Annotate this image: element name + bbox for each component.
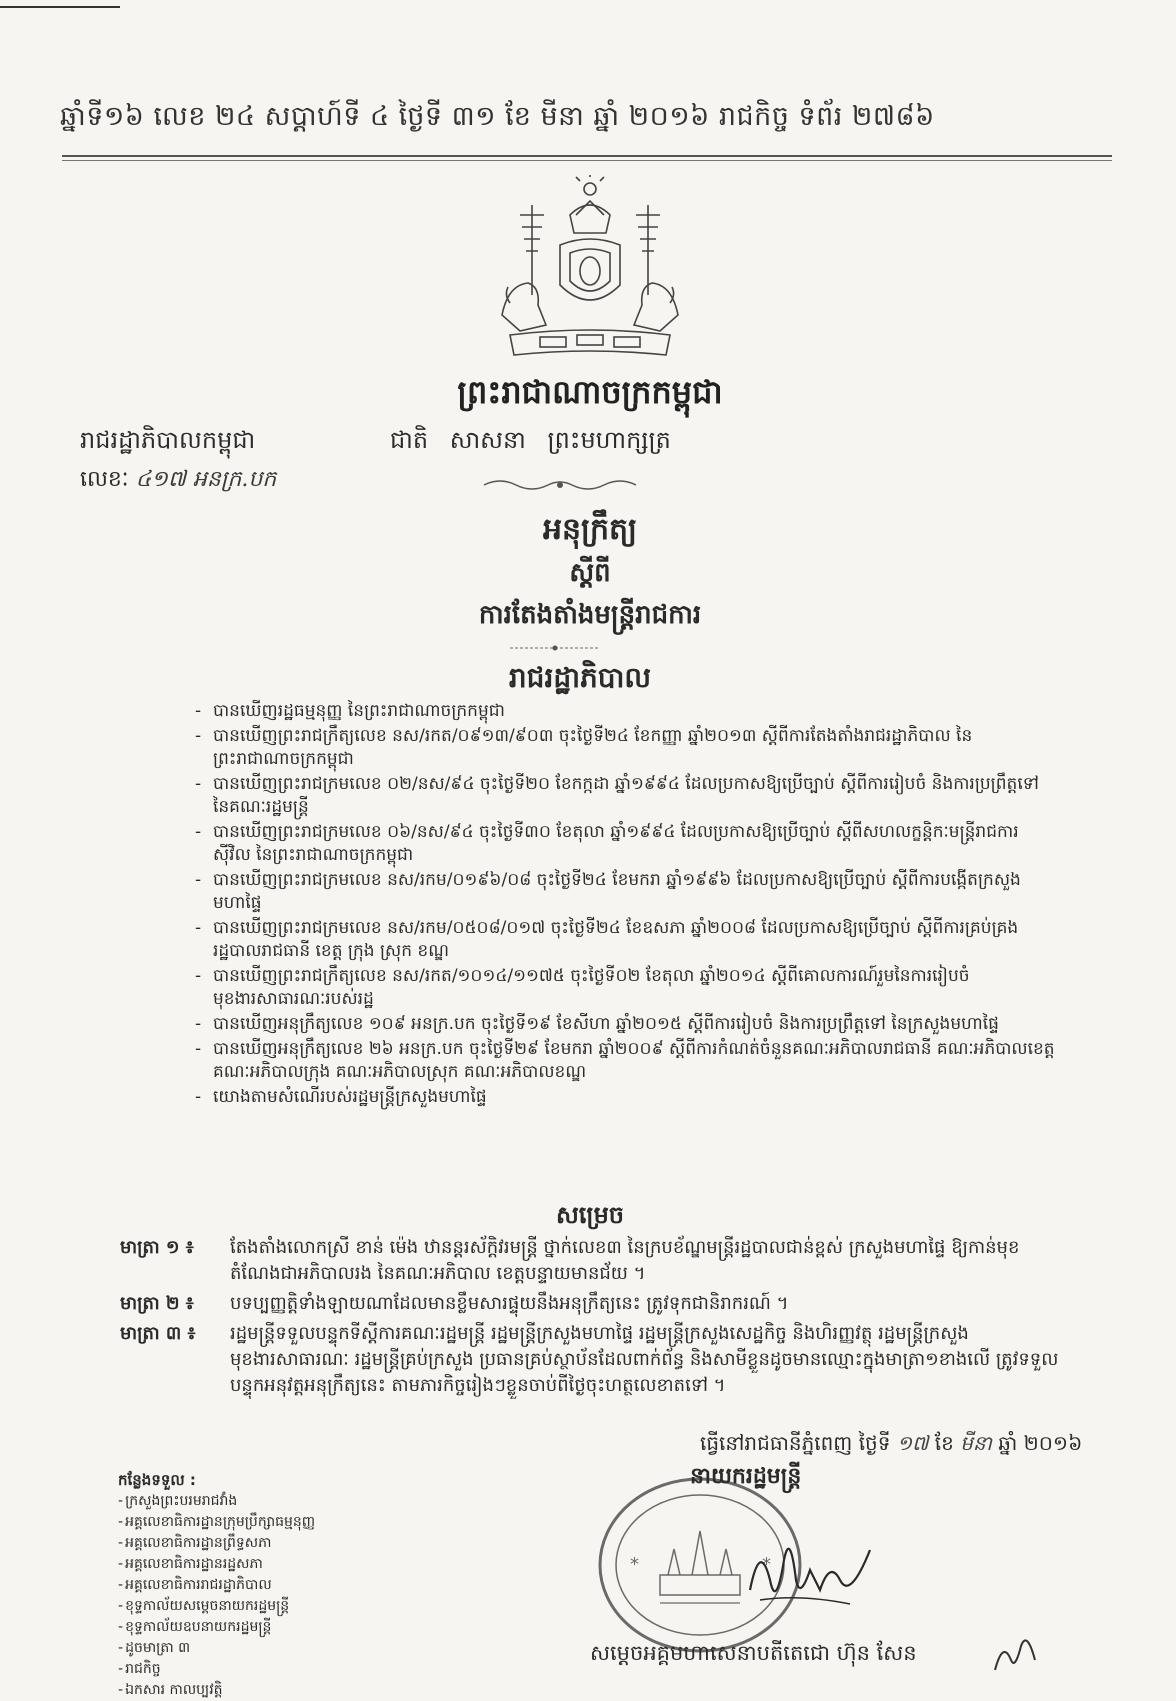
date-year: ឆ្នាំ ២០១៦ [998,1431,1083,1455]
recital-item: - បានឃើញព្រះរាជក្រមលេខ នស/រកម/០១៩៦/០៨ ចុះថ្ងៃទី២៤ ខែមករា ឆ្នាំ១៩៩៦ ដែលប្រកាសឱ្យប្រើច្បាប់ ស្តីពីការបង្កើតក្រសួងមហាផ្ទៃ [195,869,1055,915]
distribution-item: - ឯកសារ កាលប្បវត្តិ [118,1680,448,1701]
distribution-item: - អគ្គលេខាធិការដ្ឋានក្រុមប្រឹក្សាធម្មនុញ្ញ [118,1512,448,1533]
national-motto: ជាតិ សាសនា ព្រះមហាក្សត្រ [390,426,671,454]
distribution-item: - ខុទ្ទកាល័យសម្តេចនាយករដ្ឋមន្ត្រី [118,1596,448,1617]
article-label: មាត្រា ២ ៖ [120,1293,194,1314]
document-type: អនុក្រឹត្យ [542,512,638,547]
decorative-ornament [480,475,640,495]
svg-text:*: * [762,1554,771,1575]
distribution-item: - ដូចមាត្រា ៣ [118,1638,448,1659]
article-text: រដ្ឋមន្ត្រីទទួលបន្ទុកទីស្តីការគណៈរដ្ឋមន្ត្រី រដ្ឋមន្ត្រីក្រសួងមហាផ្ទៃ រដ្ឋមន្ត្រីក្រសួងសេដ្ឋកិច្ច និងហិរញ្ញវត្ថុ រដ្ឋមន្ត្រីក្រសួងមុខងារសាធារណៈ រដ្ឋមន្ត្រីគ្រប់ក្រសួង ប្រធានគ្រប់ស្ថាប័នដែលពាក់ព័ន្ធ និងសាមីខ្លួនដូចមានឈ្មោះក្នុងមាត្រា១ខាងលើ ត្រូវទទួលបន្ទុកអនុវត្តអនុក្រឹត្យនេះ តាមភារកិច្ចរៀងៗខ្លួនចាប់ពីថ្ងៃចុះហត្ថលេខាតទៅ ។ [230,1323,1059,1396]
article-text: បទប្បញ្ញត្តិទាំងឡាយណាដែលមានខ្លឹមសារផ្ទុយនឹងអនុក្រឹត្យនេះ ត្រូវទុកជានិរាករណ៍ ។ [230,1293,789,1314]
kingdom-title: ព្រះរាជាណាចក្រកម្ពុជា [457,373,723,411]
date-month: មីនា [960,1431,992,1455]
royal-emblem [480,175,700,365]
top-rule [0,6,120,8]
recital-item: - បានឃើញរដ្ឋធម្មនុញ្ញ នៃព្រះរាជាណាចក្រកម្ពុជា [195,700,1055,723]
article-text: តែងតាំងលោកស្រី ខាន់ ម៉េង ឋានន្តរស័ក្តិវរមន្ត្រី ថ្នាក់លេខ៣ នៃក្របខ័ណ្ឌមន្ត្រីរដ្ឋបាលជាន់ខ្ពស់ ក្រសួងមហាផ្ទៃ ឱ្យកាន់មុខតំណែងជាអភិបាលរង នៃគណៈអភិបាល ខេត្តបន្ទាយមានជ័យ ។ [230,1237,1020,1284]
article-label: មាត្រា ១ ៖ [120,1237,194,1258]
distribution-item: - អគ្គលេខាធិការដ្ឋានព្រឹទ្ធសភា [118,1533,448,1554]
article-label: មាត្រា ៣ ៖ [120,1323,196,1344]
recital-item: - បានឃើញព្រះរាជក្រមលេខ ០៦/នស/៩៤ ចុះថ្ងៃទី៣០ ខែតុលា ឆ្នាំ១៩៩៤ ដែលប្រកាសឱ្យប្រើច្បាប់ ស្តីពីសហលក្ខន្តិកៈមន្ត្រីរាជការស៊ីវិល នៃព្រះរាជាណាចក្រកម្ពុជា [195,821,1055,867]
document-concerning: ស្តីពី [569,558,611,588]
article-1 [120,1235,1060,1287]
date-day: ១៧ [896,1431,929,1455]
gazette-header: ឆ្នាំទី១៦ លេខ ២៤ សប្តាហ៍ទី ៤ ថ្ងៃទី ៣១ ខែ មីនា ឆ្នាំ ២០១៦ រាជកិច្ច ទំព័រ ២៧៨៦ [60,101,935,132]
recital-item: - បានឃើញព្រះរាជក្រឹត្យលេខ នស/រកត/០៩១៣/៩០៣ ចុះថ្ងៃទី២៤ ខែកញ្ញា ឆ្នាំ២០១៣ ស្តីពីការតែងតាំងរាជរដ្ឋាភិបាល នៃព្រះរាជាណាចក្រកម្ពុជា [195,725,1055,771]
issuing-government: រាជរដ្ឋាភិបាលកម្ពុជា [80,426,256,454]
recital-item: - បានឃើញអនុក្រឹត្យលេខ ១០៩ អនក្រ.បក ចុះថ្ងៃទី១៩ ខែសីហា ឆ្នាំ២០១៥ ស្តីពីការរៀបចំ និងការប្រព្រឹត្តទៅ នៃក្រសួងមហាផ្ទៃ [195,1013,1055,1036]
svg-text:*: * [630,1554,639,1575]
distribution-item: - អគ្គលេខាធិការដ្ឋានរដ្ឋសភា [118,1554,448,1575]
distribution-list [118,1470,448,1701]
distribution-item: - ក្រសួងព្រះបរមរាជវាំង [118,1491,448,1512]
issuing-authority: រាជរដ្ឋាភិបាល [508,661,652,694]
reference-label: លេខៈ [80,467,129,492]
signatory-name: សម្តេចអគ្គមហាសេនាបតីតេជោ ហ៊ុន សែន [590,1641,917,1665]
recital-item: - យោងតាមសំណើរបស់រដ្ឋមន្ត្រីក្រសួងមហាផ្ទៃ [195,1086,1055,1109]
articles [120,1235,1060,1403]
header-rule [62,155,1112,161]
distribution-item: - រាជកិច្ច [118,1659,448,1680]
article-3 [120,1321,1060,1399]
recitals-list [195,700,1055,1111]
distribution-item: - អគ្គលេខាធិការរាជរដ្ឋាភិបាល [118,1575,448,1596]
article-2 [120,1291,1060,1317]
initials-mark [985,1620,1045,1674]
small-ornament [510,643,600,653]
date-prefix: ធ្វើនៅរាជធានីភ្នំពេញ ថ្ងៃទី [700,1431,891,1455]
handwritten-signature [740,1520,880,1620]
date-month-label: ខែ [934,1431,954,1455]
document-subject: ការតែងតាំងមន្ត្រីរាជការ [478,600,702,630]
decision-heading: សម្រេច [555,1201,625,1229]
distribution-title: កន្លែងទទួល : [118,1471,196,1489]
recital-item: - បានឃើញព្រះរាជក្រមលេខ ០២/នស/៩៤ ចុះថ្ងៃទី២០ ខែកក្កដា ឆ្នាំ១៩៩៤ ដែលប្រកាសឱ្យប្រើច្បាប់ ស្តីពីការរៀបចំ និងការប្រព្រឹត្តទៅ នៃគណៈរដ្ឋមន្ត្រី [195,773,1055,819]
reference-value: ៤១៧ អនក្រ.បក [135,467,277,492]
recital-item: - បានឃើញអនុក្រឹត្យលេខ ២៦ អនក្រ.បក ចុះថ្ងៃទី២៩ ខែមករា ឆ្នាំ២០០៩ ស្តីពីការកំណត់ចំនួនគណៈអភិបាលរាជធានី គណៈអភិបាលខេត្ត គណៈអភិបាលក្រុង គណៈអភិបាលស្រុក គណៈអភិបាលខណ្ឌ [195,1038,1055,1084]
recital-item: - បានឃើញព្រះរាជក្រមលេខ នស/រកម/០៥០៨/០១៧ ចុះថ្ងៃទី២៤ ខែឧសភា ឆ្នាំ២០០៨ ដែលប្រកាសឱ្យប្រើច្បាប់ ស្តីពីការគ្រប់គ្រងរដ្ឋបាលរាជធានី ខេត្ត ក្រុង ស្រុក ខណ្ឌ [195,917,1055,963]
distribution-item: - ខុទ្ទកាល័យឧបនាយករដ្ឋមន្ត្រី [118,1617,448,1638]
signatory-title: នាយករដ្ឋមន្ត្រី [690,1464,802,1489]
reference-number [80,465,276,497]
recital-item: - បានឃើញព្រះរាជក្រឹត្យលេខ នស/រកត/១០១៤/១១៧៥ ចុះថ្ងៃទី០២ ខែតុលា ឆ្នាំ២០១៤ ស្តីពីគោលការណ៍រួមនៃការរៀបចំមុខងារសាធារណៈរបស់រដ្ឋ [195,965,1055,1011]
